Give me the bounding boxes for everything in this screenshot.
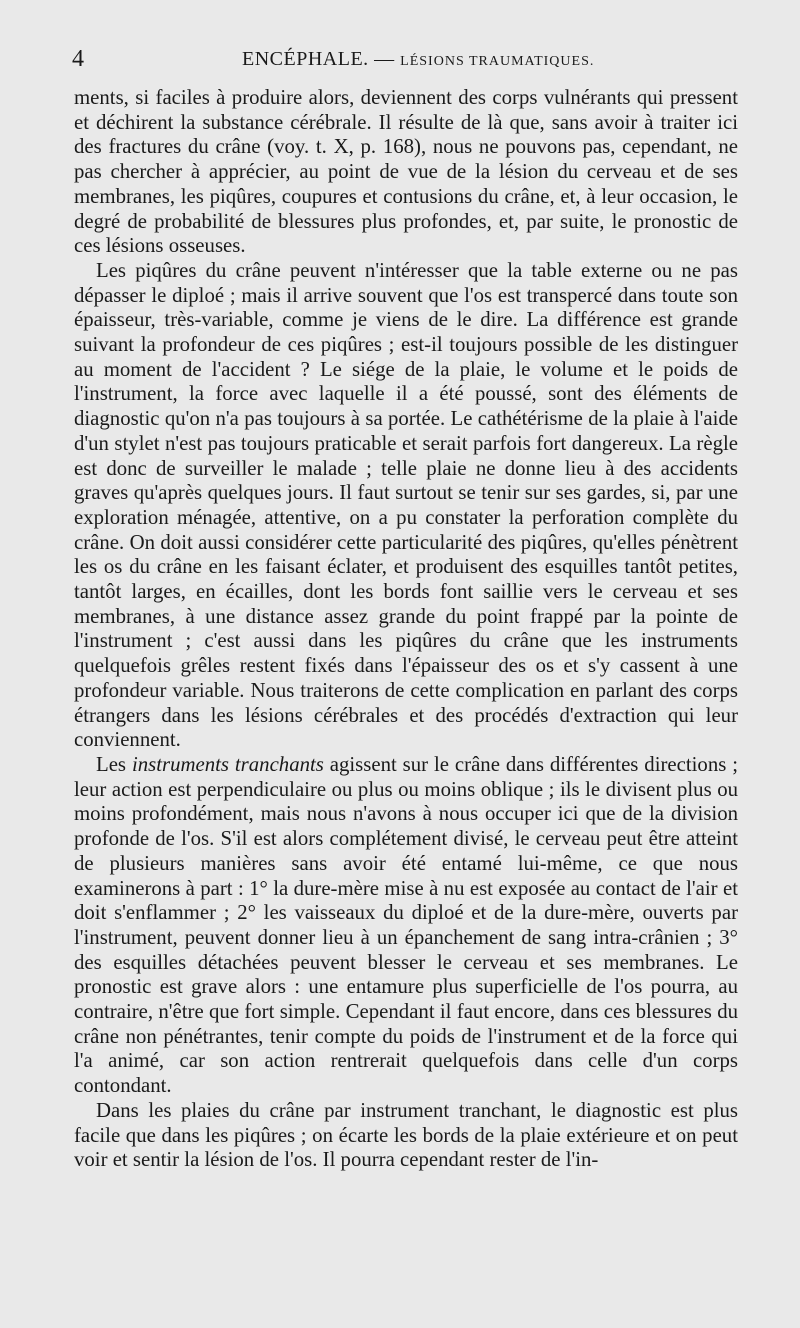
page-number: 4 bbox=[72, 46, 84, 72]
running-head-subtitle: LÉSIONS TRAUMATIQUES. bbox=[400, 54, 595, 69]
paragraph-3 bbox=[74, 753, 738, 1099]
paragraph-3-lead: Les bbox=[96, 752, 132, 776]
paragraph-2: Les piqûres du crâne peuvent n'intéresser que la table externe ou ne pas dépasser le diploé ; mais il arrive souvent que l'os est transpercé dans toute son épaisseur, très-variable, comme je viens de le dire. La différence est grande suivant la profondeur de ces piqûres ; est-il toujours possible de les distinguer au moment de l'accident ? Le siége de la plaie, le volume et le poids de l'instrument, la force avec laquelle il a été poussé, sont des éléments de diagnostic qu'on n'a pas toujours à sa portée. Le cathétérisme de la plaie à l'aide d'un stylet n'est pas toujours praticable et serait parfois fort dangereux. La règle est donc de surveiller le malade ; telle plaie ne donne lieu à des accidents graves qu'après quelques jours. Il faut surtout se tenir sur ses gardes, si, par une exploration ménagée, attentive, on a pu constater la perforation complète du crâne. On doit aussi considérer cette particularité des piqûres, qu'elles pénètrent les os du crâne en les faisant éclater, et produisent des esquilles tantôt petites, tantôt larges, en écailles, dont les bords font saillie vers le cerveau et ses membranes, à une distance assez grande du point frappé par la pointe de l'instrument ; c'est aussi dans les piqûres du crâne que les instruments quelquefois grêles restent fixés dans l'épaisseur des os et s'y cassent à une profondeur variable. Nous traiterons de cette complication en parlant des corps étrangers dans les lésions cérébrales et des procédés d'extraction qui leur conviennent. bbox=[74, 258, 738, 752]
paragraph-4: Dans les plaies du crâne par instrument tranchant, le diagnostic est plus facile que dans les piqûres ; on écarte les bords de la plaie extérieure et on peut voir et sentir la lésion de l'os. Il pourra cependant rester de l'in- bbox=[74, 1098, 738, 1172]
page-header bbox=[72, 46, 742, 76]
paragraph-3-italic-term: instruments tranchants bbox=[131, 752, 324, 776]
paragraph-3-text: agissent sur le crâne dans différentes directions ; leur action est perpendiculaire ou plus ou moins oblique ; ils le divisent plus ou moins profondément, mais nous n'avons à nous occuper ici que de la division profonde de l'os. S'il est alors complétement divisé, le cerveau peut être atteint de plusieurs manières sans avoir été entamé lui-même, ce que nous examinerons à part : 1° la dure-mère mise à nu est exposée au contact de l'air et doit s'enflammer ; 2° les vaisseaux du diploé et de la dure-mère, ouverts par l'instrument, peuvent donner lieu à un épanchement de sang intra-crânien ; 3° des esquilles détachées peuvent blesser le cerveau et ses membranes. Le pronostic est grave alors : une entamure plus superficielle de l'os pourra, au contraire, n'être que fort simple. Cependant il faut encore, dans ces blessures du crâne non pénétrantes, tenir compte du poids de l'instrument et de la force qui l'a animé, car son action rentrerait quelquefois dans celle d'un corps contondant. bbox=[74, 752, 738, 1098]
running-head bbox=[242, 48, 594, 71]
running-head-dash: — bbox=[368, 48, 401, 70]
running-head-title: ENCÉPHALE. bbox=[242, 48, 369, 70]
body-text bbox=[74, 86, 738, 1173]
paragraph-1: ments, si faciles à produire alors, deviennent des corps vulnérants qui pressent et déchirent la substance cérébrale. Il résulte de là que, sans avoir à traiter ici des fractures du crâne (voy. t. X, p. 168), nous ne pouvons pas, cependant, ne pas chercher à apprécier, au point de vue de la lésion du cerveau et de ses membranes, les piqûres, coupures et contusions du crâne, et, à leur occasion, le degré de probabilité de blessures plus profondes, et, par suite, le pronostic de ces lésions osseuses. bbox=[74, 86, 738, 258]
